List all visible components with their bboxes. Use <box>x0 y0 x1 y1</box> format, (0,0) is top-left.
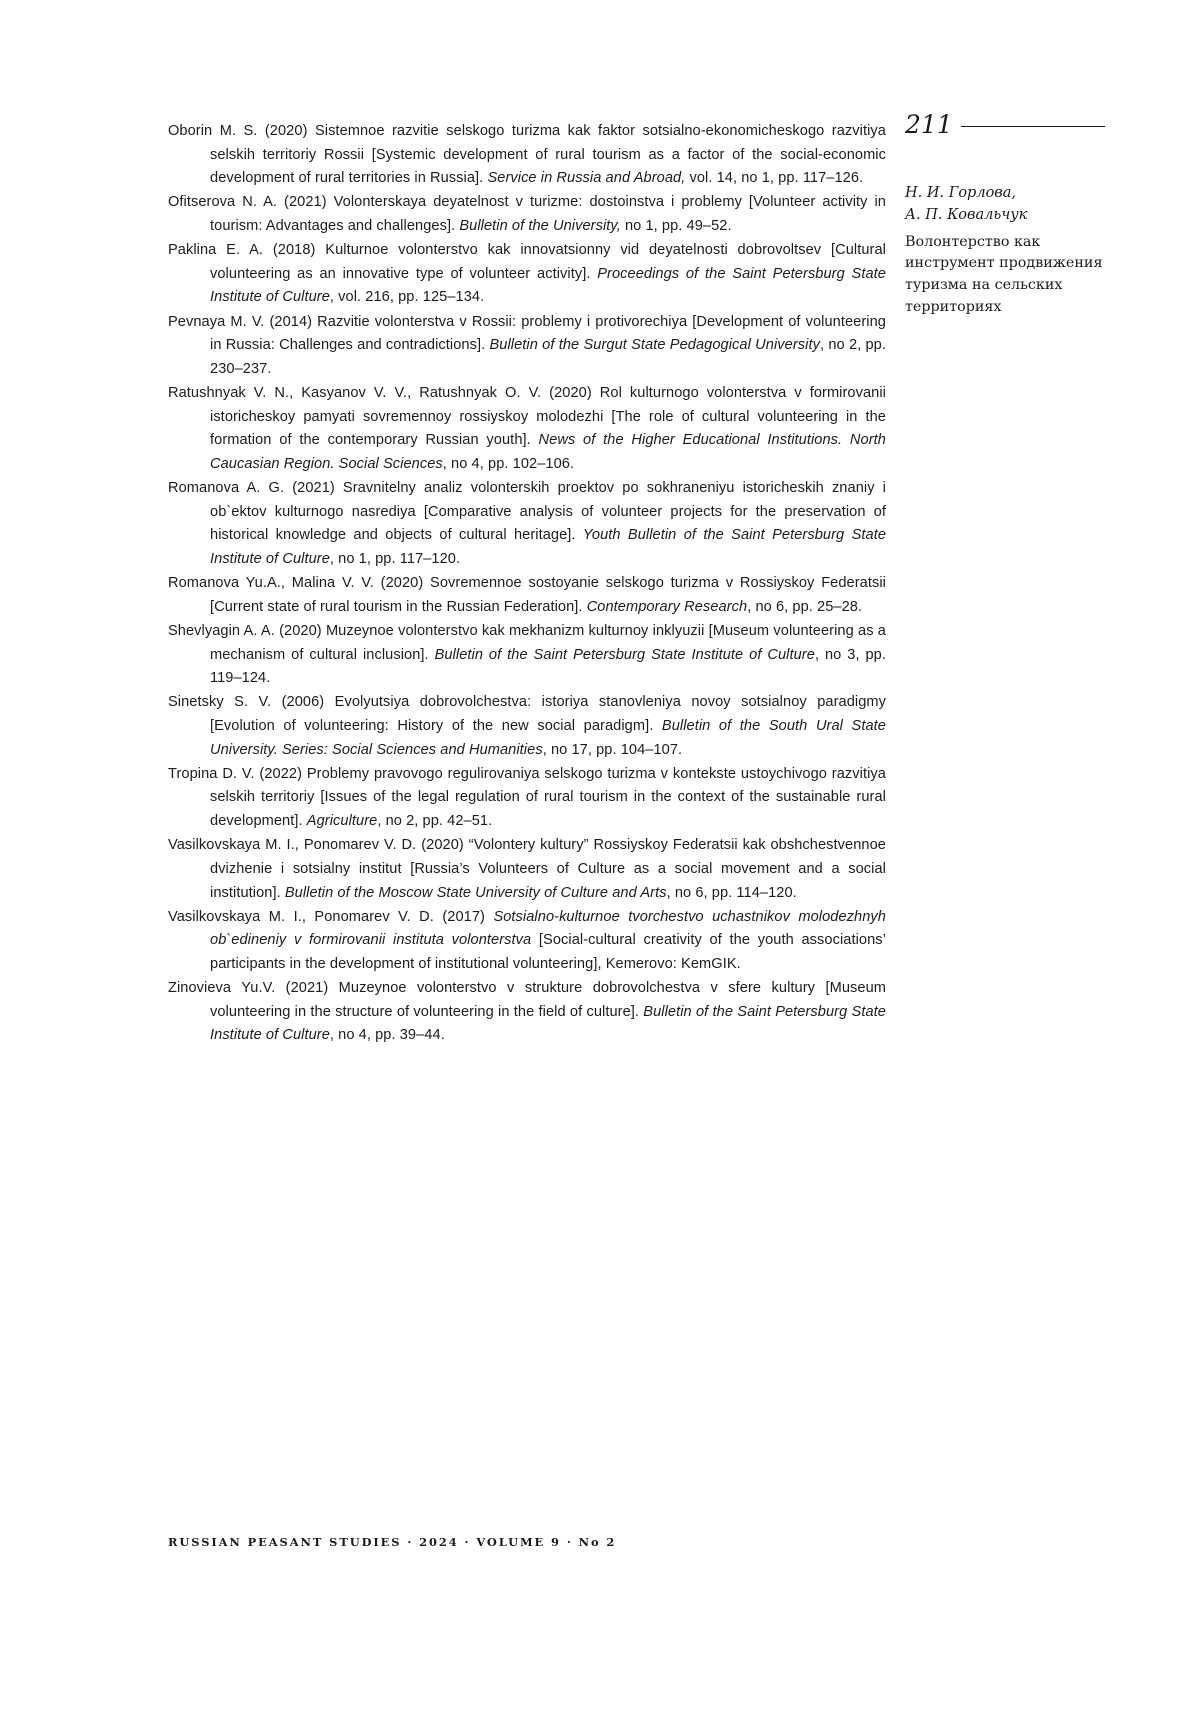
reference-text: , no 6, pp. 25–28. <box>747 598 863 615</box>
reference-entry <box>168 620 886 691</box>
reference-text: Oborin M. S. (2020) Sistemnoe razvitie selskogo turizma kak faktor sotsialno-ekonomicheskogo razvitiya selskih territoriy Rossii [Systemic development of rural tourism as a factor of the social-economic development of rural territories in Russia]. <box>168 123 886 187</box>
reference-text: , no 17, pp. 104–107. <box>542 741 683 758</box>
reference-source-title: Contemporary Research <box>586 598 748 615</box>
reference-entry <box>168 763 886 834</box>
reference-text: , vol. 216, pp. 125–134. <box>329 289 485 306</box>
margin-authors <box>905 183 1105 227</box>
page-footer: RUSSIAN PEASANT STUDIES · 2024 · VOLUME 9 · No 2 <box>168 1535 617 1549</box>
reference-text: no 1, pp. 49–52. <box>620 218 732 235</box>
reference-text: Pevnaya M. V. (2014) Razvitie volonterstva v Rossii: problemy i protivorechiya [Development of volunteering in Russia: Challenges and contradictions]. <box>168 313 886 354</box>
reference-source-title: Bulletin of the Saint Petersburg State Institute of Culture <box>210 1003 886 1044</box>
reference-entry <box>168 191 886 238</box>
reference-source-title: Proceedings of the Saint Petersburg State Institute of Culture <box>210 265 886 306</box>
reference-text: , no 2, pp. 42–51. <box>377 813 493 830</box>
reference-text: , no 3, pp. 119–124. <box>210 646 886 687</box>
reference-text: Ofitserova N. A. (2021) Volonterskaya deyatelnost v turizme: dostoinstva i problemy [Volunteer activity in tourism: Advantages and challenges]. <box>168 194 886 235</box>
reference-text: Vasilkovskaya M. I., Ponomarev V. D. (2017) <box>168 908 494 925</box>
reference-source-title: News of the Higher Educational Institutions. North Caucasian Region. Social Sciences <box>210 432 886 472</box>
reference-source-title: Sotsialno-kulturnoe tvorchestvo uchastnikov molodezhnyh ob`edineniy v formirovanii instituta volonterstva <box>210 908 886 949</box>
reference-text: [Social-cultural creativity of the youth associations’ participants in the development of institutional volunteering], Kemerovo: KemGIK. <box>210 932 886 972</box>
reference-text: vol. 14, no 1, pp. 117–126. <box>685 170 864 187</box>
reference-text: Zinovieva Yu.V. (2021) Muzeynoe volonterstvo v strukture dobrovolchestva v sfere kultury [Museum volunteering in the structure of volunteering in the field of culture]. <box>168 980 886 1020</box>
reference-list <box>168 120 886 1048</box>
reference-text: , no 2, pp. 230–237. <box>210 337 886 377</box>
reference-source-title: Bulletin of the Surgut State Pedagogical University <box>489 337 820 354</box>
margin-author-line-1: Н. И. Горлова, <box>905 185 1016 201</box>
reference-source-title: Bulletin of the South Ural State University. Series: Social Sciences and Humanities <box>210 718 886 758</box>
page-number: 211 <box>905 110 953 139</box>
reference-entry <box>168 834 886 905</box>
reference-entry <box>168 906 886 977</box>
reference-text: Romanova A. G. (2021) Sravnitelny analiz volonterskih proektov po sokhraneniyu istoricheskih znaniy i ob`ektov kulturnogo nasrediya [Comparative analysis of volunteer projects for the preservation of historical knowledge and objects of cultural heritage]. <box>168 480 886 544</box>
reference-entry <box>168 120 886 191</box>
reference-entry <box>168 311 886 382</box>
reference-source-title: Service in Russia and Abroad, <box>487 170 686 187</box>
reference-text: Ratushnyak V. N., Kasyanov V. V., Ratushnyak O. V. (2020) Rol kulturnogo volonterstva v formirovanii istoricheskoy pamyati sovremennoy rossiyskoy molodezhi [The role of cultural volunteering in the formation of the contemporary Russian youth]. <box>168 385 886 449</box>
reference-source-title: Youth Bulletin of the Saint Petersburg State Institute of Culture <box>210 527 887 568</box>
reference-source-title: Agriculture <box>306 813 378 830</box>
reference-entry <box>168 477 886 572</box>
reference-text: Sinetsky S. V. (2006) Evolyutsiya dobrovolchestva: istoriya stanovleniya novoy sotsialnoy paradigmy [Evolution of volunteering: History of the new social paradigm]. <box>168 694 886 735</box>
reference-entry <box>168 572 886 619</box>
reference-text: Tropina D. V. (2022) Problemy pravovogo regulirovaniya selskogo turizma v kontekste ustoychivogo razvitiya selskih territoriy [Issues of the legal regulation of rural tourism in the context of the sustainable rural development]. <box>168 765 886 830</box>
reference-source-title: Bulletin of the Saint Petersburg State Institute of Culture <box>434 646 815 663</box>
margin-author-line-2: А. П. Ковальчук <box>905 206 1028 223</box>
reference-text: , no 4, pp. 39–44. <box>329 1027 445 1044</box>
margin-column <box>905 112 1105 318</box>
margin-article-title: Волонтерство как инструмент продвижения туризма на сельских территориях <box>905 233 1103 315</box>
reference-text: Vasilkovskaya M. I., Ponomarev V. D. (2020) “Volontery kultury” Rossiyskoy Federatsii kak obshchestvennoe dvizhenie i sotsialny institut [Russia’s Volunteers of Culture as a social movement and a social institution]. <box>168 837 886 901</box>
reference-text: , no 4, pp. 102–106. <box>442 455 575 472</box>
reference-source-title: Bulletin of the University, <box>459 218 621 235</box>
reference-text: Shevlyagin A. A. (2020) Muzeynoe volonterstvo kak mekhanizm kulturnoy inklyuzii [Museum volunteering as a mechanism of cultural inclusion]. <box>168 622 886 663</box>
reference-entry <box>168 691 886 762</box>
reference-entry <box>168 977 886 1048</box>
reference-text: Paklina E. A. (2018) Kulturnoe volonterstvo kak innovatsionny vid deyatelnosti dobrovoltsev [Cultural volunteering as an innovative type of volunteer activity]. <box>168 242 886 282</box>
reference-entry <box>168 382 886 477</box>
reference-text: , no 6, pp. 114–120. <box>666 884 797 901</box>
reference-text: Romanova Yu.A., Malina V. V. (2020) Sovremennoe sostoyanie selskogo turizma v Rossiyskoy Federatsii [Current state of rural tourism in the Russian Federation]. <box>168 575 886 615</box>
reference-source-title: Bulletin of the Moscow State University of Culture and Arts <box>284 884 667 901</box>
page-number-rule <box>961 126 1105 127</box>
reference-entry <box>168 239 886 310</box>
page-number-row <box>905 112 1105 137</box>
reference-text: , no 1, pp. 117–120. <box>329 551 461 568</box>
